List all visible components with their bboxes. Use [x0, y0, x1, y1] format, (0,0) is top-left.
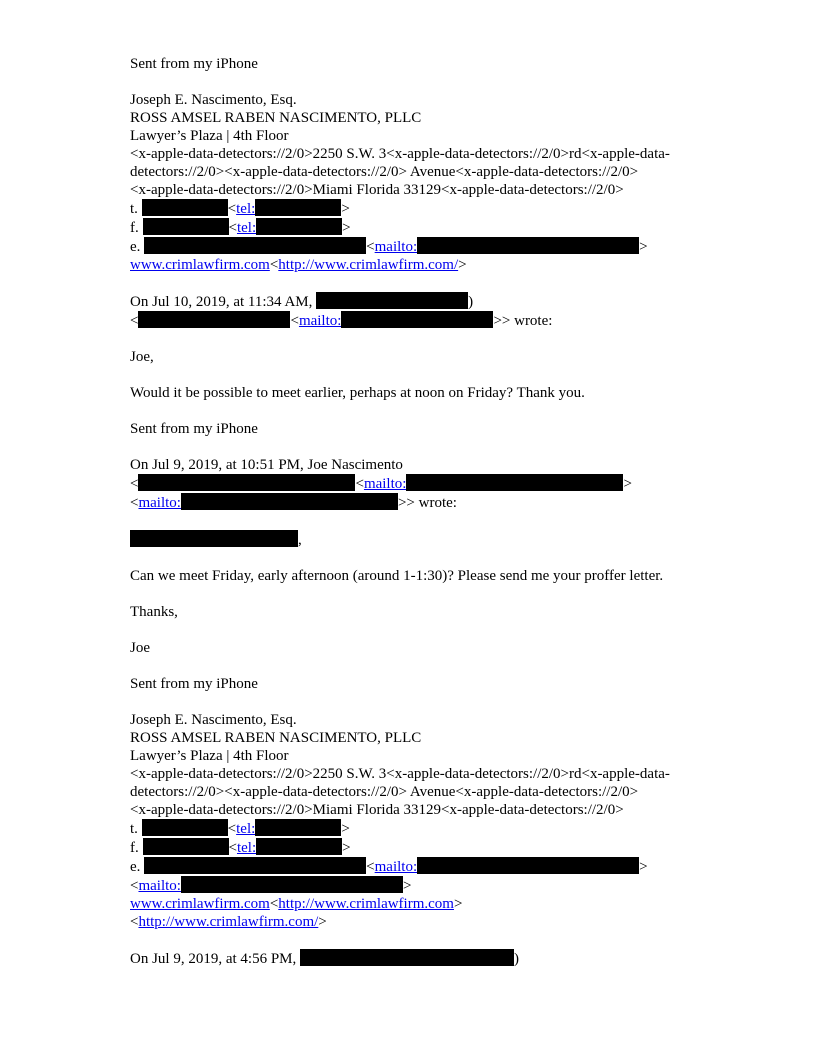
signature-phone-line: t. <tel: >	[130, 821, 350, 837]
signature-block-1	[130, 91, 750, 274]
signature-email-line: e. <mailto: >	[130, 859, 648, 875]
greeting-joe: Joe,	[130, 349, 154, 365]
mailto-link[interactable]: mailto:	[374, 859, 418, 875]
website-link[interactable]: www.crimlawfirm.com	[130, 896, 270, 912]
redaction-box	[130, 530, 298, 547]
signature-web-line: www.crimlawfirm.com<http://www.crimlawfirm.com>	[130, 896, 463, 912]
mailto-link[interactable]: mailto:	[374, 239, 418, 255]
message-body-1: Would it be possible to meet earlier, perhaps at noon on Friday? Thank you.	[130, 385, 585, 401]
signature-fax-line: f. <tel: >	[130, 220, 351, 236]
sent-from-iphone-3: Sent from my iPhone	[130, 676, 258, 692]
redaction-box	[181, 493, 398, 510]
redaction-box	[255, 819, 341, 836]
tel-link[interactable]: tel:	[236, 840, 257, 856]
reply-header-jul9-456: On Jul 9, 2019, at 4:56 PM, )	[130, 951, 520, 967]
redaction-box	[142, 199, 228, 216]
tel-link[interactable]: tel:	[236, 220, 257, 236]
redaction-box	[138, 311, 290, 328]
redaction-box	[143, 218, 229, 235]
signature-web-line: www.crimlawfirm.com<http://www.crimlawfirm.com/>	[130, 257, 467, 273]
message-body-2: Can we meet Friday, early afternoon (around 1-1:30)? Please send me your proffer letter.	[130, 568, 664, 584]
signature-office: Lawyer’s Plaza | 4th Floor	[130, 128, 289, 144]
mailto-link[interactable]: mailto:	[298, 313, 342, 329]
reply-header-jul10: On Jul 10, 2019, at 11:34 AM, ) < <mailto: >> wrote:	[130, 294, 553, 329]
signature-address-city: <x-apple-data-detectors://2/0>Miami Florida 33129<x-apple-data-detectors://2/0>	[130, 802, 624, 818]
redaction-box	[138, 474, 355, 491]
signature-address-street: <x-apple-data-detectors://2/0>2250 S.W. 3<x-apple-data-detectors://2/0>rd<x-apple-data-detectors://2/0><x-apple-data-detectors://2/0> Avenue<x-apple-data-detectors://2/0>	[130, 766, 670, 800]
redaction-box	[417, 237, 639, 254]
tel-link[interactable]: tel:	[236, 821, 256, 837]
signature-email-line: e. <mailto: >	[130, 239, 648, 255]
redaction-box	[406, 474, 623, 491]
redaction-box	[417, 857, 639, 874]
signature-firm: ROSS AMSEL RABEN NASCIMENTO, PLLC	[130, 110, 422, 126]
thanks-line: Thanks,	[130, 604, 178, 620]
redaction-box	[142, 819, 228, 836]
website-url-link[interactable]: http://www.crimlawfirm.com	[278, 896, 454, 912]
redaction-box	[255, 199, 341, 216]
redaction-box	[256, 218, 342, 235]
redaction-box	[143, 838, 229, 855]
redaction-box	[144, 857, 366, 874]
signature-phone-line: t. <tel: >	[130, 201, 350, 217]
signature-name: Joseph E. Nascimento, Esq.	[130, 92, 297, 108]
signature-block-2	[130, 711, 750, 931]
signature-office: Lawyer’s Plaza | 4th Floor	[130, 748, 289, 764]
signoff-joe: Joe	[130, 640, 150, 656]
greeting-redacted: ,	[130, 530, 750, 549]
redaction-box	[181, 876, 403, 893]
redaction-box	[316, 292, 468, 309]
signature-name: Joseph E. Nascimento, Esq.	[130, 712, 297, 728]
reply-header-jul9-1051: On Jul 9, 2019, at 10:51 PM, Joe Nascimento < <mailto: > <mailto: >> wrote:	[130, 457, 632, 511]
signature-web-line-2: <http://www.crimlawfirm.com/>	[130, 914, 327, 930]
email-document	[130, 55, 750, 986]
mailto-link[interactable]: mailto:	[138, 495, 181, 511]
redaction-box	[256, 838, 342, 855]
redaction-box	[341, 311, 493, 328]
website-url-link[interactable]: http://www.crimlawfirm.com/	[138, 914, 319, 930]
signature-address-street: <x-apple-data-detectors://2/0>2250 S.W. 3<x-apple-data-detectors://2/0>rd<x-apple-data-detectors://2/0><x-apple-data-detectors://2/0> Avenue<x-apple-data-detectors://2/0>	[130, 146, 670, 180]
signature-fax-line: f. <tel: >	[130, 840, 351, 856]
redaction-box	[300, 949, 514, 966]
website-url-link[interactable]: http://www.crimlawfirm.com/	[278, 257, 459, 273]
signature-address-city: <x-apple-data-detectors://2/0>Miami Florida 33129<x-apple-data-detectors://2/0>	[130, 182, 624, 198]
mailto-link[interactable]: mailto:	[138, 878, 181, 894]
signature-email-line-2: <mailto: >	[130, 878, 412, 894]
signature-firm: ROSS AMSEL RABEN NASCIMENTO, PLLC	[130, 730, 422, 746]
tel-link[interactable]: tel:	[236, 201, 256, 217]
redaction-box	[144, 237, 366, 254]
sent-from-iphone-1: Sent from my iPhone	[130, 56, 258, 72]
website-link[interactable]: www.crimlawfirm.com	[130, 257, 270, 273]
mailto-link[interactable]: mailto:	[363, 476, 407, 492]
sent-from-iphone-2: Sent from my iPhone	[130, 421, 258, 437]
